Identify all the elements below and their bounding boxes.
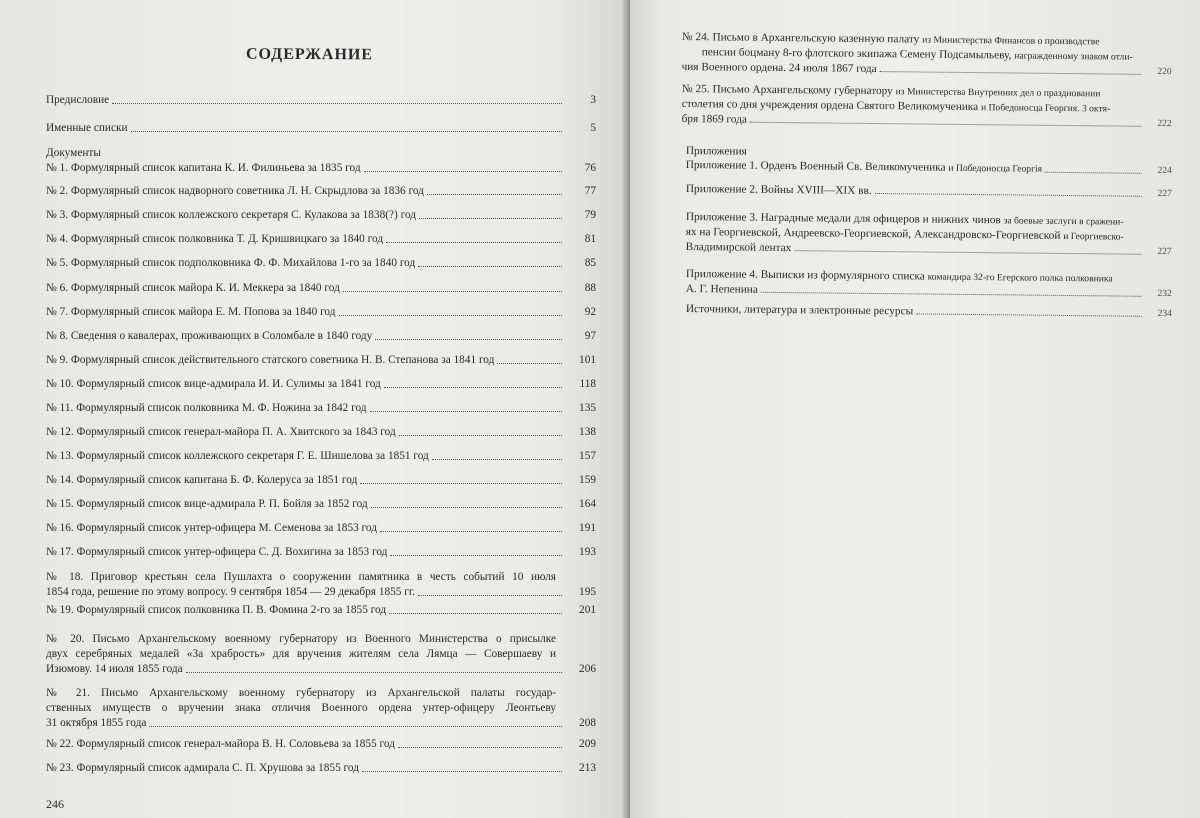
toc-entry-doc-21: № 21. Письмо Архангельскому военному губернатору из Архангельской палаты государ- ственных имуществ о вручении знака отличия Военного ордена унтер-офицеру Леонтьеву 31 октября 1855 года 208 xyxy=(46,687,596,729)
toc-entry-doc-13: № 13. Формулярный список коллежского секретаря Г. Е. Шишелова за 1851 год 157 xyxy=(46,450,596,462)
toc-entry-24: № 24. Письмо в Архангельскую казенную палату из Министерства Финансов о производстве пенсии боцману 8-го флотского экипажа Семену Подсамыльеву, награжденному знаком отли- чия Военного ордена. 24 июля 1867 года 220 xyxy=(681,30,1172,78)
toc-entry-doc-18: № 18. Приговор крестьян села Пушлахта о сооружении памятника в честь событий 10 июля 1854 года, решение по этому вопросу. 9 сентября 1854 — 29 декабря 1855 гг. 195 xyxy=(46,571,596,598)
toc-entry-doc-14: № 14. Формулярный список капитана Б. Ф. Колеруса за 1851 год 159 xyxy=(46,474,596,486)
toc-entry-doc-5: № 5. Формулярный список подполковника Ф. Ф. Михайлова 1-го за 1840 год 85 xyxy=(46,257,596,269)
documents-heading: Документы xyxy=(46,147,101,159)
toc-entry-doc-20: № 20. Письмо Архангельскому военному губернатору из Военного Министерства о присылке двух серебряных медалей «За храбрость» для вручения жителям села Лямца — Совершаеву и Изюмову. 14 июля 1855 года 206 xyxy=(46,633,596,675)
right-page xyxy=(630,0,1200,818)
toc-entry-doc-11: № 11. Формулярный список полковника М. Ф. Ножина за 1842 год 135 xyxy=(46,402,596,414)
toc-entry-doc-7: № 7. Формулярный список майора Е. М. Попова за 1840 год 92 xyxy=(46,306,596,318)
toc-entry-25: № 25. Письмо Архангельскому губернатору из Министерства Внутренних дел о праздновании столетия со дня учреждения ордена Святого Великомученика и Победоносца Георгия. 3 октя- бря 1869 года 222 xyxy=(681,82,1172,130)
toc-entry-doc-16: № 16. Формулярный список унтер-офицера М. Семенова за 1853 год 191 xyxy=(46,522,596,534)
toc-entry-preface: Предисловие 3 xyxy=(46,94,596,106)
toc-entry-name-lists: Именные списки 5 xyxy=(46,122,596,134)
toc-entry-sources: Источники, литература и электронные ресурсы 234 xyxy=(685,302,1172,320)
toc-entry-doc-8: № 8. Сведения о кавалерах, проживающих в Соломбале в 1840 году 97 xyxy=(46,330,596,342)
page-title: СОДЕРЖАНИЕ xyxy=(245,45,374,64)
toc-entry-doc-23: № 23. Формулярный список адмирала С. П. Хрушова за 1855 год 213 xyxy=(46,762,596,774)
toc-entry-doc-19: № 19. Формулярный список полковника П. В. Фомина 2-го за 1855 год 201 xyxy=(46,604,596,616)
appendix-section xyxy=(686,144,1172,178)
toc-entry-doc-22: № 22. Формулярный список генерал-майора В. Н. Соловьева за 1855 год 209 xyxy=(46,738,596,750)
toc-entry-doc-17: № 17. Формулярный список унтер-офицера С. Д. Вохигина за 1853 год 193 xyxy=(46,546,596,558)
toc-entry-app4: Приложение 4. Выписки из формулярного списка командира 32-го Егерского полка полковника А. Г. Непенина 232 xyxy=(685,267,1172,300)
appendix-heading: Приложения xyxy=(685,144,747,158)
toc-entry-doc-6: № 6. Формулярный список майора К. И. Меккера за 1840 год 88 xyxy=(46,282,596,294)
page-number: 246 xyxy=(46,797,64,811)
toc-entry-app1: Приложение 1. Орденъ Военный Св. Великомученика и Победоносца Георгія 224 xyxy=(685,158,1172,177)
toc-entry-doc-3: № 3. Формулярный список коллежского секретаря С. Кулакова за 1838(?) год 79 xyxy=(46,209,596,221)
toc-entry-doc-2: № 2. Формулярный список надворного советника Л. Н. Скрыдлова за 1836 год 77 xyxy=(46,185,596,197)
toc-entry-app3: Приложение 3. Наградные медали для офицеров и нижних чинов за боевые заслуги в сражени- ях на Георгиевской, Андреевско-Георгиевской, Александровско-Георгиевской и Георгиевско- Владимирской лентах 227 xyxy=(685,210,1172,258)
toc-entry-doc-10: № 10. Формулярный список вице-адмирала И. И. Сулимы за 1841 год 118 xyxy=(46,378,596,390)
toc-entry-doc-1: № 1. Формулярный список капитана К. И. Филиньева за 1835 год 76 xyxy=(46,162,596,174)
toc-entry-doc-4: № 4. Формулярный список полковника Т. Д. Кришвицкаго за 1840 год 81 xyxy=(46,233,596,245)
toc-entry-doc-15: № 15. Формулярный список вице-адмирала Р. П. Бойля за 1852 год 164 xyxy=(46,498,596,510)
toc-entry-doc-9: № 9. Формулярный список действительного статского советника Н. В. Степанова за 1841 год 101 xyxy=(46,354,596,366)
toc-entry-app2: Приложение 2. Войны XVIII—XIX вв. 227 xyxy=(685,182,1172,200)
toc-entry-doc-12: № 12. Формулярный список генерал-майора П. А. Хвитского за 1843 год 138 xyxy=(46,426,596,438)
